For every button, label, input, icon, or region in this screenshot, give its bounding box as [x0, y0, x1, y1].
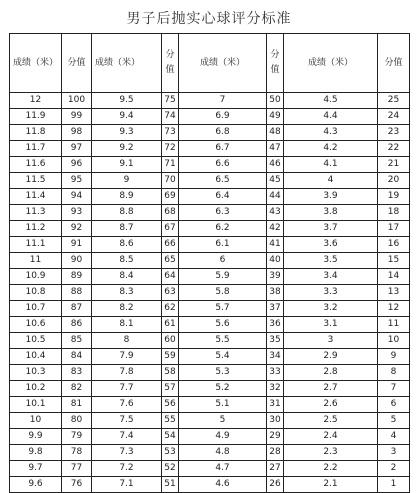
score-points-cell: 41	[267, 237, 284, 253]
score-distance-cell: 10.2	[10, 381, 62, 397]
score-distance-cell: 2.5	[284, 413, 378, 429]
table-row	[10, 285, 410, 301]
score-points-cell: 4	[378, 429, 410, 445]
score-points-cell: 1	[378, 477, 410, 493]
table-row	[10, 445, 410, 461]
table-row	[10, 125, 410, 141]
score-distance-cell: 6.1	[179, 237, 267, 253]
score-points-cell: 14	[378, 269, 410, 285]
score-distance-cell: 8.1	[92, 317, 162, 333]
score-points-cell: 65	[162, 253, 179, 269]
score-points-cell: 71	[162, 157, 179, 173]
score-distance-cell: 8.2	[92, 301, 162, 317]
score-points-cell: 28	[267, 445, 284, 461]
score-distance-cell: 2.2	[284, 461, 378, 477]
score-points-cell: 54	[162, 429, 179, 445]
score-points-cell: 47	[267, 141, 284, 157]
header-char: 值	[270, 65, 280, 75]
score-points-cell: 32	[267, 381, 284, 397]
score-points-cell: 12	[378, 301, 410, 317]
score-distance-cell: 5	[179, 413, 267, 429]
score-distance-cell: 9	[92, 173, 162, 189]
score-points-cell: 96	[62, 157, 92, 173]
score-points-cell: 66	[162, 237, 179, 253]
score-points-cell: 98	[62, 125, 92, 141]
score-points-cell: 34	[267, 349, 284, 365]
table-row	[10, 429, 410, 445]
score-distance-cell: 10.9	[10, 269, 62, 285]
score-points-cell: 85	[62, 333, 92, 349]
table-row	[10, 189, 410, 205]
score-points-cell: 22	[378, 141, 410, 157]
score-distance-cell: 9.9	[10, 429, 62, 445]
score-points-cell: 30	[267, 413, 284, 429]
table-row	[10, 365, 410, 381]
table-row	[10, 205, 410, 221]
score-points-cell: 92	[62, 221, 92, 237]
score-distance-cell: 5.3	[179, 365, 267, 381]
score-distance-cell: 7.6	[92, 397, 162, 413]
score-distance-cell: 5.9	[179, 269, 267, 285]
score-distance-cell: 9.2	[92, 141, 162, 157]
table-row	[10, 333, 410, 349]
score-points-cell: 39	[267, 269, 284, 285]
score-points-cell: 79	[62, 429, 92, 445]
table-row	[10, 413, 410, 429]
score-distance-cell: 11.5	[10, 173, 62, 189]
score-distance-cell: 11	[10, 253, 62, 269]
score-points-cell: 40	[267, 253, 284, 269]
score-distance-cell: 5.2	[179, 381, 267, 397]
score-distance-cell: 6.2	[179, 221, 267, 237]
score-points-cell: 52	[162, 461, 179, 477]
score-distance-cell: 4.9	[179, 429, 267, 445]
table-row	[10, 109, 410, 125]
score-distance-cell: 2.3	[284, 445, 378, 461]
score-distance-cell: 2.1	[284, 477, 378, 493]
table-row	[10, 301, 410, 317]
score-points-cell: 99	[62, 109, 92, 125]
score-distance-cell: 9.6	[10, 477, 62, 493]
score-points-cell: 29	[267, 429, 284, 445]
score-points-cell: 24	[378, 109, 410, 125]
score-points-cell: 55	[162, 413, 179, 429]
score-distance-cell: 8.9	[92, 189, 162, 205]
score-distance-cell: 7.9	[92, 349, 162, 365]
score-distance-cell: 10.5	[10, 333, 62, 349]
score-distance-cell: 11.1	[10, 237, 62, 253]
scoring-table	[9, 33, 410, 493]
table-row	[10, 461, 410, 477]
table-row	[10, 237, 410, 253]
table-row	[10, 381, 410, 397]
score-distance-cell: 8.7	[92, 221, 162, 237]
score-points-cell: 11	[378, 317, 410, 333]
score-distance-cell: 9.8	[10, 445, 62, 461]
score-points-cell: 88	[62, 285, 92, 301]
score-distance-cell: 3.7	[284, 221, 378, 237]
score-points-cell: 10	[378, 333, 410, 349]
score-distance-cell: 10.3	[10, 365, 62, 381]
header-cell: 分值	[378, 34, 410, 93]
score-distance-cell: 8.8	[92, 205, 162, 221]
score-points-cell: 23	[378, 125, 410, 141]
score-distance-cell: 6.6	[179, 157, 267, 173]
score-points-cell: 59	[162, 349, 179, 365]
score-distance-cell: 2.9	[284, 349, 378, 365]
table-row	[10, 141, 410, 157]
score-distance-cell: 11.9	[10, 109, 62, 125]
score-points-cell: 91	[62, 237, 92, 253]
score-points-cell: 36	[267, 317, 284, 333]
score-distance-cell: 4.3	[284, 125, 378, 141]
score-points-cell: 83	[62, 365, 92, 381]
score-distance-cell: 11.8	[10, 125, 62, 141]
score-points-cell: 86	[62, 317, 92, 333]
score-points-cell: 69	[162, 189, 179, 205]
score-points-cell: 31	[267, 397, 284, 413]
score-distance-cell: 4.7	[179, 461, 267, 477]
score-distance-cell: 5.1	[179, 397, 267, 413]
score-distance-cell: 4.5	[284, 93, 378, 109]
score-distance-cell: 4.2	[284, 141, 378, 157]
score-points-cell: 9	[378, 349, 410, 365]
table-row	[10, 397, 410, 413]
score-points-cell: 13	[378, 285, 410, 301]
score-points-cell: 53	[162, 445, 179, 461]
header-cell: 成绩（米）	[92, 34, 162, 93]
header-cell: 成绩（米）	[284, 34, 378, 93]
score-distance-cell: 3.5	[284, 253, 378, 269]
score-points-cell: 25	[378, 93, 410, 109]
score-points-cell: 94	[62, 189, 92, 205]
score-distance-cell: 9.7	[10, 461, 62, 477]
score-points-cell: 100	[62, 93, 92, 109]
table-row	[10, 253, 410, 269]
score-points-cell: 18	[378, 205, 410, 221]
score-distance-cell: 2.8	[284, 365, 378, 381]
score-distance-cell: 4.8	[179, 445, 267, 461]
score-distance-cell: 6.3	[179, 205, 267, 221]
score-points-cell: 60	[162, 333, 179, 349]
score-distance-cell: 7.3	[92, 445, 162, 461]
score-points-cell: 73	[162, 125, 179, 141]
score-points-cell: 81	[62, 397, 92, 413]
score-distance-cell: 9.1	[92, 157, 162, 173]
score-points-cell: 33	[267, 365, 284, 381]
score-distance-cell: 8.4	[92, 269, 162, 285]
score-distance-cell: 6.9	[179, 109, 267, 125]
score-points-cell: 43	[267, 205, 284, 221]
score-points-cell: 5	[378, 413, 410, 429]
score-points-cell: 48	[267, 125, 284, 141]
score-points-cell: 56	[162, 397, 179, 413]
score-distance-cell: 5.5	[179, 333, 267, 349]
score-points-cell: 49	[267, 109, 284, 125]
score-points-cell: 27	[267, 461, 284, 477]
header-cell-stacked	[162, 34, 179, 93]
score-distance-cell: 3.3	[284, 285, 378, 301]
table-row	[10, 349, 410, 365]
score-distance-cell: 7.7	[92, 381, 162, 397]
score-distance-cell: 7.4	[92, 429, 162, 445]
score-points-cell: 3	[378, 445, 410, 461]
table-row	[10, 173, 410, 189]
table-row	[10, 221, 410, 237]
score-points-cell: 95	[62, 173, 92, 189]
score-distance-cell: 8.5	[92, 253, 162, 269]
score-distance-cell: 7.8	[92, 365, 162, 381]
score-distance-cell: 7.1	[92, 477, 162, 493]
score-points-cell: 72	[162, 141, 179, 157]
score-distance-cell: 3.2	[284, 301, 378, 317]
table-header-row	[10, 34, 410, 93]
score-points-cell: 89	[62, 269, 92, 285]
score-points-cell: 50	[267, 93, 284, 109]
score-distance-cell: 4.1	[284, 157, 378, 173]
score-points-cell: 26	[267, 477, 284, 493]
score-distance-cell: 5.7	[179, 301, 267, 317]
score-points-cell: 63	[162, 285, 179, 301]
score-points-cell: 61	[162, 317, 179, 333]
score-distance-cell: 8.3	[92, 285, 162, 301]
score-points-cell: 6	[378, 397, 410, 413]
score-distance-cell: 2.6	[284, 397, 378, 413]
score-points-cell: 8	[378, 365, 410, 381]
score-points-cell: 19	[378, 189, 410, 205]
score-distance-cell: 4.6	[179, 477, 267, 493]
score-distance-cell: 11.4	[10, 189, 62, 205]
header-cell: 成绩（米）	[10, 34, 62, 93]
score-points-cell: 93	[62, 205, 92, 221]
score-distance-cell: 3.8	[284, 205, 378, 221]
score-points-cell: 64	[162, 269, 179, 285]
score-points-cell: 82	[62, 381, 92, 397]
score-distance-cell: 6.5	[179, 173, 267, 189]
score-points-cell: 57	[162, 381, 179, 397]
score-points-cell: 87	[62, 301, 92, 317]
page-title: 男子后抛实心球评分标准	[126, 11, 292, 27]
score-points-cell: 15	[378, 253, 410, 269]
score-points-cell: 7	[378, 381, 410, 397]
table-row	[10, 477, 410, 493]
score-points-cell: 76	[62, 477, 92, 493]
score-distance-cell: 3.4	[284, 269, 378, 285]
table-row	[10, 157, 410, 173]
score-distance-cell: 12	[10, 93, 62, 109]
table-row	[10, 93, 410, 109]
score-points-cell: 90	[62, 253, 92, 269]
score-points-cell: 51	[162, 477, 179, 493]
score-distance-cell: 5.6	[179, 317, 267, 333]
table-row	[10, 269, 410, 285]
score-distance-cell: 11.7	[10, 141, 62, 157]
score-distance-cell: 3.6	[284, 237, 378, 253]
score-distance-cell: 3.9	[284, 189, 378, 205]
table-row	[10, 317, 410, 333]
score-distance-cell: 9.4	[92, 109, 162, 125]
score-distance-cell: 6.7	[179, 141, 267, 157]
score-distance-cell: 6	[179, 253, 267, 269]
header-cell: 成绩（米）	[179, 34, 267, 93]
score-distance-cell: 7.2	[92, 461, 162, 477]
score-distance-cell: 2.7	[284, 381, 378, 397]
score-points-cell: 16	[378, 237, 410, 253]
header-cell-stacked	[267, 34, 284, 93]
score-points-cell: 46	[267, 157, 284, 173]
score-distance-cell: 5.4	[179, 349, 267, 365]
score-distance-cell: 8	[92, 333, 162, 349]
score-points-cell: 45	[267, 173, 284, 189]
score-distance-cell: 10	[10, 413, 62, 429]
header-char: 分	[270, 50, 280, 60]
header-char: 分	[165, 50, 175, 60]
score-points-cell: 77	[62, 461, 92, 477]
score-distance-cell: 2.4	[284, 429, 378, 445]
score-points-cell: 21	[378, 157, 410, 173]
score-points-cell: 37	[267, 301, 284, 317]
score-distance-cell: 10.4	[10, 349, 62, 365]
score-distance-cell: 11.2	[10, 221, 62, 237]
score-points-cell: 80	[62, 413, 92, 429]
score-points-cell: 70	[162, 173, 179, 189]
score-distance-cell: 10.7	[10, 301, 62, 317]
score-distance-cell: 10.1	[10, 397, 62, 413]
score-distance-cell: 9.5	[92, 93, 162, 109]
score-distance-cell: 7	[179, 93, 267, 109]
score-points-cell: 75	[162, 93, 179, 109]
header-char: 值	[165, 65, 175, 75]
score-points-cell: 97	[62, 141, 92, 157]
score-points-cell: 42	[267, 221, 284, 237]
score-distance-cell: 6.8	[179, 125, 267, 141]
score-points-cell: 84	[62, 349, 92, 365]
score-points-cell: 58	[162, 365, 179, 381]
score-distance-cell: 10.8	[10, 285, 62, 301]
score-points-cell: 17	[378, 221, 410, 237]
score-distance-cell: 5.8	[179, 285, 267, 301]
table-body	[10, 93, 410, 493]
score-distance-cell: 3.1	[284, 317, 378, 333]
score-points-cell: 2	[378, 461, 410, 477]
score-distance-cell: 9.3	[92, 125, 162, 141]
score-distance-cell: 3	[284, 333, 378, 349]
score-points-cell: 62	[162, 301, 179, 317]
header-cell: 分值	[62, 34, 92, 93]
score-points-cell: 68	[162, 205, 179, 221]
score-distance-cell: 8.6	[92, 237, 162, 253]
score-points-cell: 38	[267, 285, 284, 301]
score-distance-cell: 6.4	[179, 189, 267, 205]
score-distance-cell: 11.3	[10, 205, 62, 221]
score-points-cell: 44	[267, 189, 284, 205]
score-distance-cell: 10.6	[10, 317, 62, 333]
score-distance-cell: 7.5	[92, 413, 162, 429]
score-points-cell: 78	[62, 445, 92, 461]
score-points-cell: 74	[162, 109, 179, 125]
score-points-cell: 20	[378, 173, 410, 189]
score-distance-cell: 11.6	[10, 157, 62, 173]
score-distance-cell: 4	[284, 173, 378, 189]
score-points-cell: 35	[267, 333, 284, 349]
score-distance-cell: 4.4	[284, 109, 378, 125]
score-points-cell: 67	[162, 221, 179, 237]
